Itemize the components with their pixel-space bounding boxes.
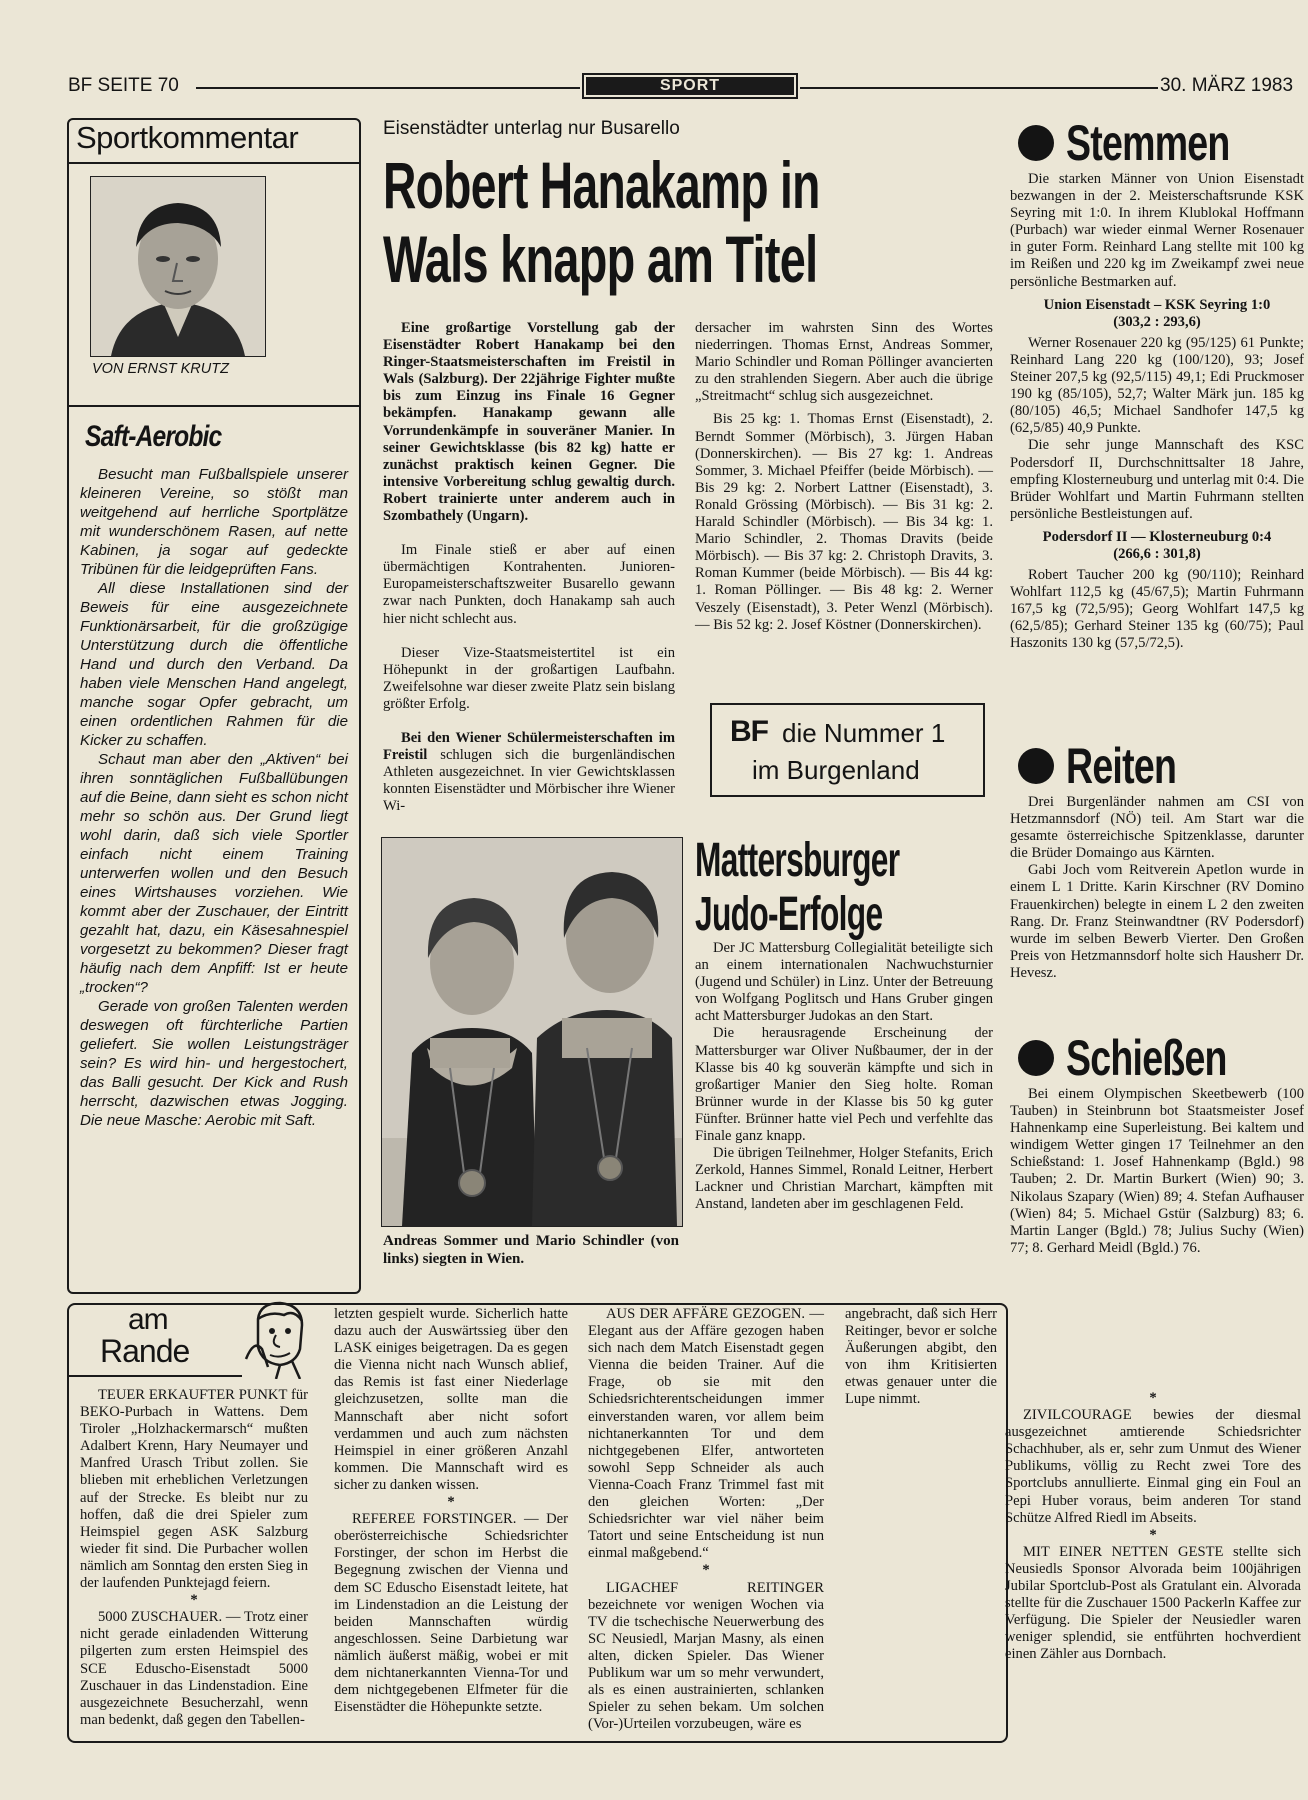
commentary-body <box>80 465 348 1130</box>
wrestling-school-highlight: Bei den Wiener Schülermeisterschaften im Freistil <box>383 729 675 764</box>
amrande-paragraph: MIT EINER NETTEN GESTE stellte sich Neusiedls Sponsor Alvorada beim 100jährigen Jubilar Sportclub-Post als Gratulant ein. Alvorada stellte für die Zuschauer 1500 Packerln Kaffee zur Verfügung. Die Spieler der Neusiedler waren weniger splendid, sie entführten hochverdient einen Zähler aus Dornbach. <box>1005 1543 1301 1663</box>
judo-body <box>695 940 993 1214</box>
schiessen-heading <box>1018 1030 1280 1086</box>
amrande-paragraph: LIGACHEF REITINGER bezeichnete vor wenigen Wochen via TV die tschechische Neuerwerbung des SC Neusiedl, Marjan Masny, als einen alten, dicken Spieler. Das Wiener Publikum war um so mehr verwundert, als es einen austrainierten, schlanken Spieler zu sehen bekam. Um solchen (Vor-)Urteilen vorzubeugen, wäre es <box>588 1579 824 1733</box>
separator-star: * <box>702 1562 710 1579</box>
stemmen-result-heading: Union Eisenstadt – KSK Seyring 1:0 <box>1043 296 1271 313</box>
separator-star: * <box>1149 1526 1157 1543</box>
judo-paragraph: Die herausragende Erscheinung der Mattersburger war Oliver Nußbaumer, der in der Klasse bis 40 kg souverän kämpfte und sich in großartiger Manier den Sieg holte. Roman Brünner wurde in der Klasse bis 50 kg guter Fünfter. Brünner hatte viel Pech und verfehlte das Finale ganz knapp. <box>695 1025 993 1145</box>
amrande-col4 <box>845 1306 997 1409</box>
reiten-title: Reiten <box>1066 738 1177 794</box>
amrande-logo-line2: Rande <box>100 1333 190 1369</box>
schiessen-paragraph: Bei einem Olympischen Skeetbewerb (100 Tauben) in Steinbrunn bot Staatsmeister Josef Hahnenkamp eine Superleistung. Bei kaltem und windigem Wetter gingen 17 Teilnehmer an den Schießstand: 1. Josef Hahnenkamp (Bgld.) 98 Tauben; 2. Dr. Martin Burkert (Wien) 90; 3. Nikolaus Szapary (Wien) 89; 4. Stefan Aufhauser (Wien) 84; 5. Michael Gstür (Salzburg) 83; 6. Martin Langer (Bgld.) 78; Julius Suchy (Wien) 77; 8. Gerhard Meidl (Bgld.) 76. <box>1010 1086 1304 1256</box>
judo-headline <box>695 834 993 942</box>
stemmen-paragraph: Robert Taucher 200 kg (90/110); Reinhard Wohlfart 112,5 kg (45/67,5); Martin Fuhrmann 167,5 kg (72,5/95); Georg Wohlfart 147,5 kg (62,5/85); Gerhard Steiner 135 kg (60/75); Paul Haszonits 130 kg (57,5/72,5). <box>1010 567 1304 652</box>
stemmen-heading <box>1018 115 1284 171</box>
separator-star: * <box>190 1592 198 1609</box>
schiessen-body <box>1010 1086 1304 1257</box>
issue-date: 30. MÄRZ 1983 <box>1160 75 1294 96</box>
schiessen-title: Schießen <box>1066 1030 1227 1086</box>
amrande-paragraph: REFEREE FORSTINGER. — Der oberösterreichische Schiedsrichter Forstinger, der schon im Herbst die Begegnung zwischen der Vienna und dem SC Eduscho Eisenstadt leitete, hat im Lindenstadion an die Leistung der beiden Mannschaften würdig angeschlossen. Seine Darbietung war nämlich äußerst mäßig, wobei er mit dem nichtanerkannten Vienna-Tor und dem nichtgegebenen Elfmeter für die Eisenstädter die Höhepunkte setzte. <box>334 1511 568 1716</box>
wrestling-paragraph: Dieser Vize-Staatsmeistertitel ist ein Höhepunkt in der großartigen Laufbahn. Zweifelsohne war dieser zweite Platz sein bislang größter Erfolg. <box>383 644 675 712</box>
commentary-byline: VON ERNST KRUTZ <box>92 361 229 377</box>
promo-brand: BF <box>730 715 768 748</box>
author-portrait <box>90 176 266 357</box>
amrande-paragraph: 5000 ZUSCHAUER. — Trotz einer nicht gerade einladenden Witterung pilgerten zum ersten Heimspiel des SCE Eduscho-Eisenstadt 5000 Zuschauer in das Lindenstadion. Eine ausgezeichnete Besucherzahl, wenn man bedenkt, daß gegen den Tabellen- <box>80 1609 308 1728</box>
commentary-headline-wrap <box>85 420 251 454</box>
amrande-paragraph: letzten gespielt wurde. Sicherlich hatte dazu auch der Auswärtssieg über den LASK einiges beigetragen. Da es gegen die Vienna nicht nach Wunsch ablief, das Remis ist fast einer Niederlage gleichzusetzen, sollte man die Mannschaft aber nicht sofort verdammen und auch zum nächsten Heimspiel in einer größeren Anzahl kommen. Die Mannschaft wird es sicher zu danken wissen. <box>334 1306 568 1493</box>
amrande-col5 <box>1005 1390 1301 1664</box>
header-rule-left <box>196 87 580 89</box>
amrande-paragraph: TEUER ERKAUFTER PUNKT für BEKO-Purbach in Wattens. Dem Tiroler „Holzhackermarsch“ mußten Adalbert Krenn, Hary Neumayer und Manfred Urasch Tribut zollen. Sie blieben mit erheblichen Verletzungen auf der Strecke. Es bleibt nur zu hoffen, daß die drei Spieler zum Heimspiel gegen ASK Salzburg wieder fit sind. Die Purbacher wollen nämlich am Sonntag den ersten Sieg in der laufenden Punktejagd feiern. <box>80 1387 308 1592</box>
separator-star: * <box>447 1494 455 1511</box>
reiten-paragraph: Drei Burgenländer nahmen am CSI von Hetzmannsdorf (NÖ) teil. Am Start war die gesamte österreichische Spitzenklasse, darunter die Brüder Domaingo aus Kärnten. <box>1010 794 1304 862</box>
wrestling-lead: Eine großartige Vorstellung gab der Eisenstädter Robert Hanakamp bei den Ringer-Staatsmeisterschaften im Freistil in Wals (Salzburg). Der 22jährige Fighter mußte bis zum Einzug ins Finale 16 Gegner bekämpfen. Hanakamp gewann alle Vorrundenkämpfe in souveräner Manier. In seiner Gewichtsklasse (bis 82 kg) hatte er zunächst praktisch keinen Gegner. Die intensive Vorbereitung schlug gewaltig durch. Robert trainierte unter anderem auch in Szombathely (Ungarn). <box>383 320 675 525</box>
promo-box <box>710 703 985 797</box>
wrestling-col1 <box>383 320 675 815</box>
wrestling-headline-line1: Robert Hanakamp in <box>383 148 820 222</box>
amrande-logo-rule <box>67 1375 242 1377</box>
bullet-icon <box>1018 125 1054 161</box>
page-label: BF SEITE 70 <box>68 75 179 96</box>
stemmen-paragraph: Die sehr junge Mannschaft des KSC Podersdorf II, Durchschnittsalter 18 Jahre, empfing Klosterneuburg und unterlag mit 0:4. Die Brüder Wohlfart und Martin Fuhrmann stellten persönliche Bestleistungen auf. <box>1010 437 1304 522</box>
wrestling-headline-line2: Wals knapp am Titel <box>383 222 818 296</box>
byline-rule <box>67 405 361 407</box>
wrestling-results: Bis 25 kg: 1. Thomas Ernst (Eisenstadt), 2. Berndt Sommer (Mörbisch), 3. Jürgen Haban (Donnerskirchen). — Bis 27 kg: 1. Andreas Sommer, 3. Michael Pfeiffer (beide Mörbisch). — Bis 29 kg: 2. Norbert Lattner (Eisenstadt), 3. Ronald Grössing (Mörbisch). — Bis 31 kg: 2. Harald Schindler (Mörbisch). — Bis 34 kg: 1. Mario Schindler, 2. Thomas Dravits (beide Mörbisch). — Bis 37 kg: 2. Christoph Dravits, 3. Roman Kummer (beide Mörbisch). — Bis 44 kg: 1. Roman Pöllinger. — Bis 48 kg: 2. Werner Veszely (Eisenstadt), 3. Peter Wenzl (Mörbisch). — Bis 52 kg: 2. Josef Köstner (Donnerskirchen). <box>695 411 993 633</box>
bullet-icon <box>1018 748 1054 784</box>
amrande-col3 <box>588 1306 824 1733</box>
amrande-paragraph: AUS DER AFFÄRE GEZOGEN. — Elegant aus der Affäre gezogen haben sich nach dem Match Eisenstadt gegen Vienna die beiden Trainer. Auf die Frage, ob sie mit den Schiedsrichterentscheidungen immer einverstanden waren, vor allem beim nichtanerkannten Tor und dem nichtgegebenen Elfer, antworteten sowohl Sepp Schneider als auch Vienna-Coach Franz Trimmel fast mit den gleichen Worten: „Der Schiedsrichter war viel näher beim Tatort und seine Entscheidung ist nun einmal maßgebend.“ <box>588 1306 824 1562</box>
bullet-icon <box>1018 1040 1054 1076</box>
wrestling-headline <box>383 148 963 296</box>
commentary-title-rule <box>67 162 361 164</box>
judo-paragraph: Der JC Mattersburg Collegialität beteiligte sich an einem internationalen Nachwuchsturnier (Jugend und Schüler) in Linz. Unter der Betreuung von Wolfgang Poglitsch und Hans Gruber gingen acht Mattersburger Judokas an den Start. <box>695 940 993 1025</box>
stemmen-result-score: (266,6 : 301,8) <box>1113 545 1201 562</box>
section-label: SPORT <box>586 77 794 95</box>
stemmen-result-heading: Podersdorf II — Klosterneuburg 0:4 <box>1042 528 1272 545</box>
wrestling-col2 <box>695 320 993 634</box>
reiten-paragraph: Gabi Joch vom Reitverein Apetlon wurde in einem L 1 Dritte. Karin Kirschner (RV Domino Frauenkirchen) belegte in einem L 2 den zweiten Rang. Dr. Franz Steinwandtner (RV Podersdorf) wurde im selben Bewerb Vierter. Den Großen Preis von Hetzmannsdorf holte sich Hausherr Dr. Hevesz. <box>1010 862 1304 981</box>
promo-line2: im Burgenland <box>752 755 920 785</box>
stemmen-body <box>1010 171 1304 653</box>
judo-paragraph: Die übrigen Teilnehmer, Holger Stefanits, Erich Zerkold, Hannes Simmel, Ronald Leitner, Herbert Lackner und Christian Marchart, kämpften mit Anstand, landeten aber im geschlagenen Feld. <box>695 1145 993 1213</box>
spectator-cartoon-icon <box>240 1299 314 1379</box>
commentary-paragraph: All diese Installationen sind der Beweis für eine ausgezeichnete Funktionärsarbeit, für die großzügige Unterstützung durch die öffentliche Hand und durch den Verband. Da haben viele Menschen Hand angelegt, manche sogar Opfer gebracht, um einen ordentlichen Rahmen für die Kicker zu schaffen. <box>80 580 348 749</box>
amrande-paragraph: angebracht, daß sich Herr Reitinger, bevor er solche Äußerungen abgibt, den von ihm Kritisierten etwas genauer unter die Lupe nimmt. <box>845 1306 997 1408</box>
wrestling-paragraph: Im Finale stieß er aber auf einen übermächtigen Kontrahenten. Junioren-Europameisterschaftszweiter Busarello gewann zwar nach Punkten, doch Hanakamp sah auch hier nicht schlecht aus. <box>383 542 675 627</box>
photo-caption <box>383 1232 679 1268</box>
wrestling-school-text: schlugen sich die burgenländischen Athleten ausgezeichnet. In vier Gewichtsklassen konnten Eisenstädter und Mörbischer ihre Wiener Wi- <box>383 747 675 815</box>
promo-line1: die Nummer 1 <box>782 718 946 748</box>
amrande-col2 <box>334 1306 568 1716</box>
wrestlers-photo <box>381 837 683 1227</box>
photo-caption-text: Andreas Sommer und Mario Schindler (von links) siegten in Wien. <box>383 1233 679 1267</box>
reiten-heading <box>1018 738 1213 794</box>
judo-headline-line1: Mattersburger <box>695 834 900 887</box>
commentary-paragraph: Gerade von großen Talenten werden deswegen oft fürchterliche Partien geliefert. Sie wollen Leistungsträger sein? Es wird hin- und hergestochert, das Balli gesucht. Der Kick and Rush herrscht, dazwischen etwas Jogging. Die neue Masche: Aerobic mit Saft. <box>80 998 348 1129</box>
reiten-body <box>1010 794 1304 982</box>
amrande-col1 <box>80 1387 308 1729</box>
stemmen-paragraph: Werner Rosenauer 220 kg (95/125) 61 Punkte; Reinhard Lang 220 kg (100/120), 93; Josef Steiner 207,5 kg (92,5/115) 49,1; Edi Pruckmoser 190 kg (85/105), 52,7; Walter Märk jun. 185 kg (80/105) 46,5; Michael Sandhofer 147,5 kg (62,5/85) 40,9 Punkte. <box>1010 334 1304 437</box>
wrestling-paragraph: dersacher im wahrsten Sinn des Wortes niederringen. Thomas Ernst, Andreas Sommer, Mario Schindler und Roman Pöllinger avancierten zu den strahlenden Siegern. Aber auch die übrige „Streitmacht“ schlug sich ausgezeichnet. <box>695 320 993 405</box>
wrestling-kicker: Eisenstädter unterlag nur Busarello <box>383 118 680 139</box>
section-box <box>582 73 798 99</box>
stemmen-title: Stemmen <box>1066 115 1230 171</box>
amrande-logo <box>70 1305 310 1377</box>
stemmen-paragraph: Die starken Männer von Union Eisenstadt bezwangen in der 2. Meisterschaftsrunde KSK Seyring mit 1:0. In ihrem Klublokal Hoffmann (Purbach) war wieder einmal Werner Rosenauer in guter Form. Reinhard Lang stellte mit 100 kg im Reißen und 220 kg im Zweikampf zwei neue persönliche Bestmarken auf. <box>1010 171 1304 290</box>
commentary-paragraph: Schaut man aber den „Aktiven“ bei ihren sonntäglichen Fußballübungen auf die Beine, dann sieht es schon nicht mehr so schön aus. Der Grund liegt wohl darin, daß sich viele Sportler einfach nicht einem Training unterwerfen wollen und den Besuch eines Wirtshauses vorziehen. Wie kommt aber der Zuschauer, der Eintritt gezahlt hat, dazu, ein Käsesahnespiel vorgesetzt zu bekommen? Dieser fragt häufig nach dem Anpfiff: Ist er heute „trocken“? <box>80 751 348 996</box>
separator-star: * <box>1149 1390 1157 1406</box>
commentary-title: Sportkommentar <box>76 120 299 155</box>
judo-headline-line2: Judo-Erfolge <box>695 888 883 941</box>
commentary-headline: Saft-Aerobic <box>85 420 222 453</box>
stemmen-result-score: (303,2 : 293,6) <box>1113 313 1201 330</box>
amrande-paragraph: ZIVILCOURAGE bewies der diesmal ausgezeichnet amtierende Schiedsrichter Schachhuber, als er, sehr zum Unmut des Wiener Publikums, völlig zu Recht zwei Tore des Sportclubs annullierte. Einmal ging ein Foul an Pepi Huber voraus, beim anderen Tor stand Schütze Alfred Riedl im Abseits. <box>1005 1407 1301 1526</box>
commentary-paragraph: Besucht man Fußballspiele unserer kleineren Vereine, so stößt man weitgehend auf herrliche Sportplätze mit wunderschönem Rasen, auf nette Kabinen, ja sogar auf gedeckte Tribünen für die leidgeprüften Fans. <box>80 466 348 578</box>
header-rule-right <box>800 87 1158 89</box>
wrestling-paragraph <box>383 730 675 815</box>
amrande-logo-line1: am <box>128 1303 168 1336</box>
